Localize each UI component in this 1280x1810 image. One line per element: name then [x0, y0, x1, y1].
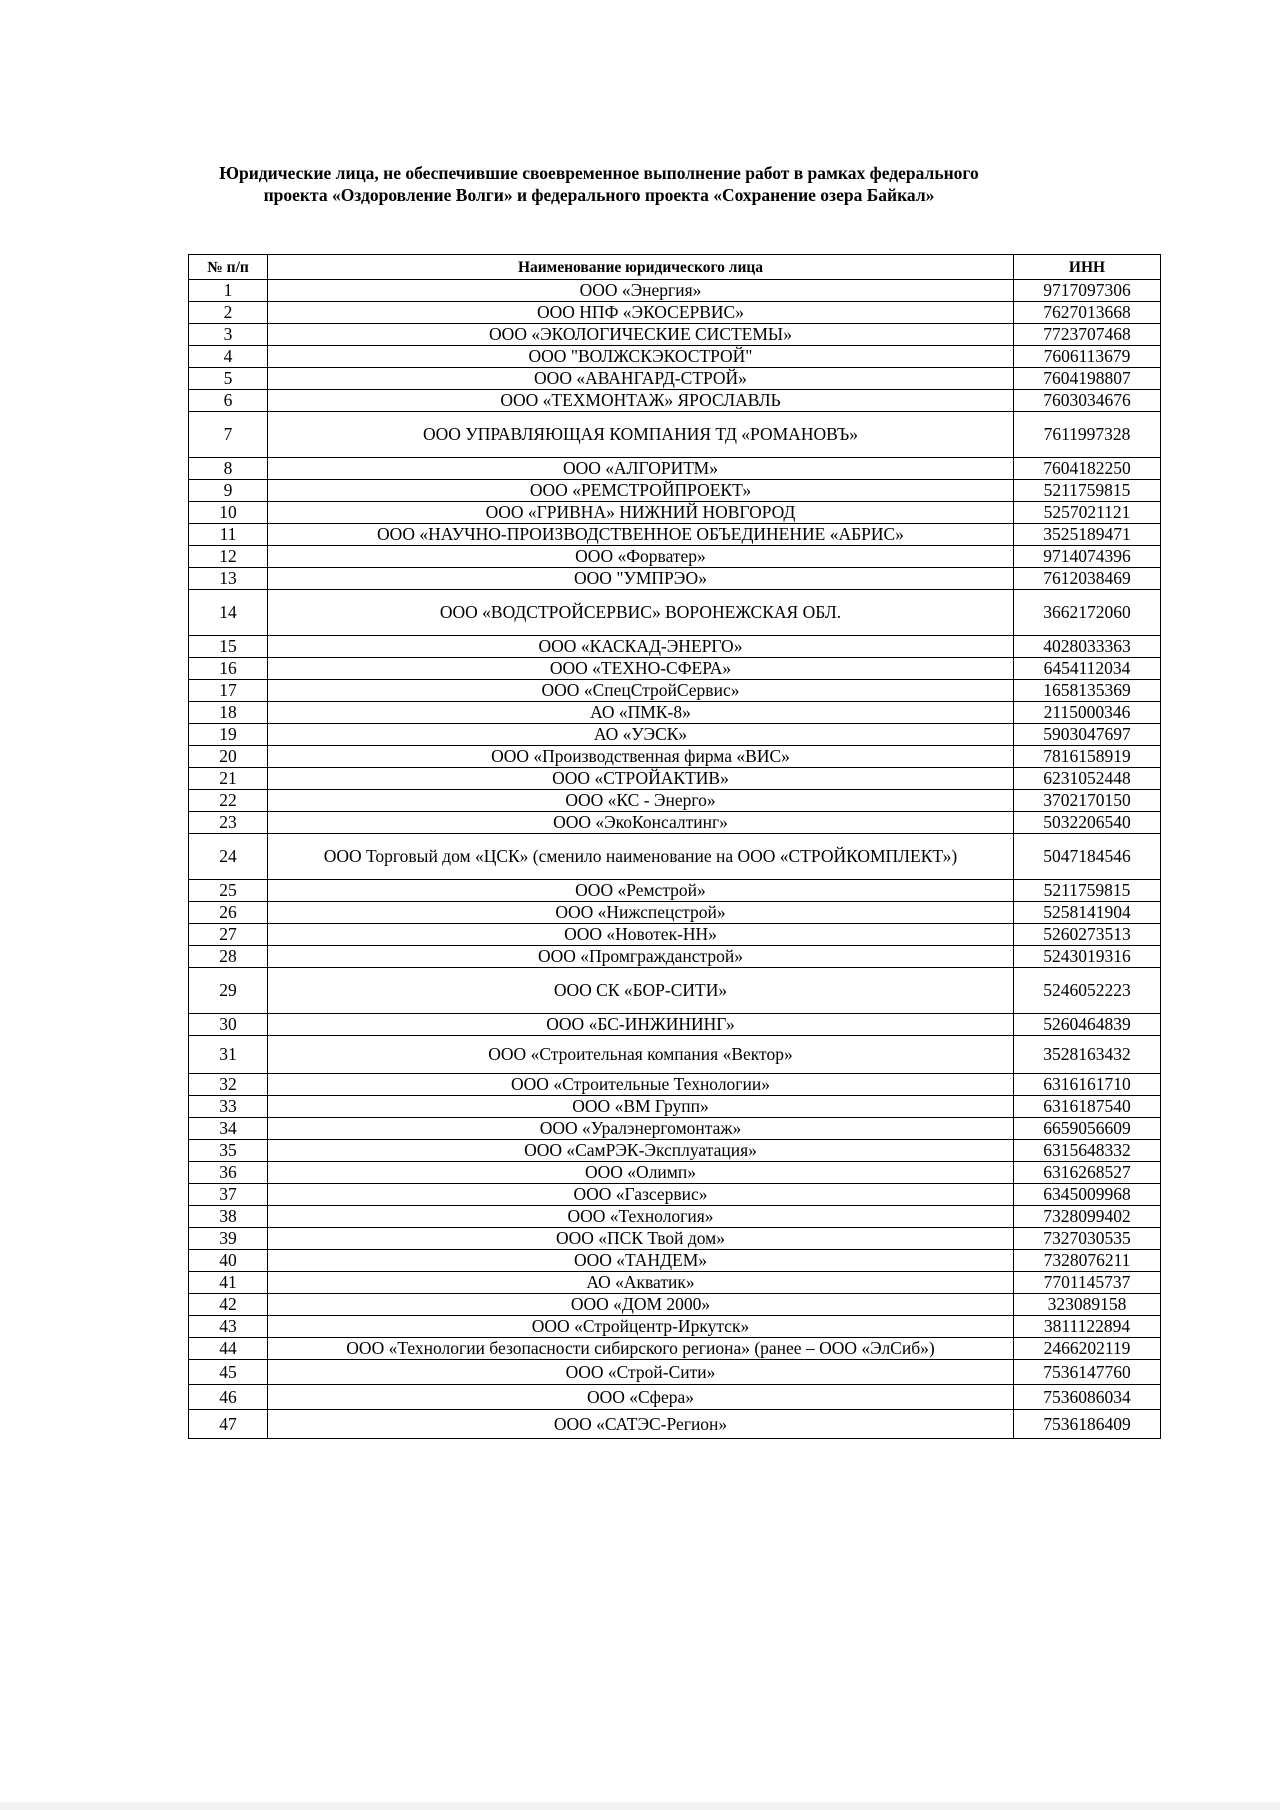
row-entity-name: ООО "ВОЛЖСКЭКОСТРОЙ"	[268, 346, 1014, 368]
row-number: 17	[189, 680, 268, 702]
row-entity-name: ООО «Технология»	[268, 1206, 1014, 1228]
row-inn: 7627013668	[1014, 302, 1161, 324]
table-row	[189, 1140, 1161, 1162]
table-row	[189, 902, 1161, 924]
row-entity-name: ООО УПРАВЛЯЮЩАЯ КОМПАНИЯ ТД «РОМАНОВЪ»	[268, 412, 1014, 458]
row-entity-name: ООО "УМПРЭО»	[268, 568, 1014, 590]
row-entity-name: ООО «Производственная фирма «ВИС»	[268, 746, 1014, 768]
legal-entities-table	[188, 254, 1161, 1439]
row-entity-name: ООО «ТАНДЕМ»	[268, 1250, 1014, 1272]
row-entity-name: ООО «АЛГОРИТМ»	[268, 458, 1014, 480]
row-number: 6	[189, 390, 268, 412]
row-inn: 6659056609	[1014, 1118, 1161, 1140]
row-number: 22	[189, 790, 268, 812]
row-inn: 7723707468	[1014, 324, 1161, 346]
row-entity-name: ООО Торговый дом «ЦСК» (сменило наименование на ООО «СТРОЙКОМПЛЕКТ»)	[268, 834, 1014, 880]
table-row	[189, 880, 1161, 902]
row-number: 31	[189, 1036, 268, 1074]
row-inn: 7536147760	[1014, 1360, 1161, 1385]
row-inn: 5211759815	[1014, 480, 1161, 502]
row-inn: 3662172060	[1014, 590, 1161, 636]
table-row	[189, 390, 1161, 412]
table-row	[189, 368, 1161, 390]
row-inn: 7816158919	[1014, 746, 1161, 768]
row-number: 8	[189, 458, 268, 480]
row-number: 45	[189, 1360, 268, 1385]
row-entity-name: ООО «АВАНГАРД-СТРОЙ»	[268, 368, 1014, 390]
row-inn: 7701145737	[1014, 1272, 1161, 1294]
row-inn: 7536186409	[1014, 1410, 1161, 1439]
row-inn: 3702170150	[1014, 790, 1161, 812]
table-row	[189, 1206, 1161, 1228]
row-inn: 9714074396	[1014, 546, 1161, 568]
row-inn: 5260273513	[1014, 924, 1161, 946]
row-inn: 7606113679	[1014, 346, 1161, 368]
table-row	[189, 1272, 1161, 1294]
row-inn: 1658135369	[1014, 680, 1161, 702]
row-number: 23	[189, 812, 268, 834]
row-number: 32	[189, 1074, 268, 1096]
table-row	[189, 1036, 1161, 1074]
row-entity-name: ООО «ЭкоКонсалтинг»	[268, 812, 1014, 834]
table-row	[189, 590, 1161, 636]
row-number: 33	[189, 1096, 268, 1118]
row-inn: 7611997328	[1014, 412, 1161, 458]
row-number: 15	[189, 636, 268, 658]
row-entity-name: ООО «ВОДСТРОЙСЕРВИС» ВОРОНЕЖСКАЯ ОБЛ.	[268, 590, 1014, 636]
row-number: 16	[189, 658, 268, 680]
row-entity-name: АО «ПМК-8»	[268, 702, 1014, 724]
row-entity-name: ООО «Ремстрой»	[268, 880, 1014, 902]
table-row	[189, 790, 1161, 812]
row-inn: 4028033363	[1014, 636, 1161, 658]
table-row	[189, 324, 1161, 346]
row-inn: 323089158	[1014, 1294, 1161, 1316]
row-inn: 7612038469	[1014, 568, 1161, 590]
row-inn: 6231052448	[1014, 768, 1161, 790]
page-bottom-edge	[0, 1802, 1280, 1810]
table-row	[189, 1184, 1161, 1206]
table-row	[189, 702, 1161, 724]
row-number: 21	[189, 768, 268, 790]
row-entity-name: ООО «РЕМСТРОЙПРОЕКТ»	[268, 480, 1014, 502]
table-row	[189, 1360, 1161, 1385]
row-inn: 6316268527	[1014, 1162, 1161, 1184]
row-inn: 5032206540	[1014, 812, 1161, 834]
row-inn: 2115000346	[1014, 702, 1161, 724]
row-inn: 5260464839	[1014, 1014, 1161, 1036]
row-number: 5	[189, 368, 268, 390]
header-number: № п/п	[189, 255, 268, 280]
row-entity-name: ООО «ВМ Групп»	[268, 1096, 1014, 1118]
row-entity-name: ООО «ТЕХНО-СФЕРА»	[268, 658, 1014, 680]
table-body	[189, 280, 1161, 1439]
table-header-row	[189, 255, 1161, 280]
row-entity-name: АО «УЭСК»	[268, 724, 1014, 746]
row-number: 39	[189, 1228, 268, 1250]
row-number: 36	[189, 1162, 268, 1184]
row-entity-name: ООО «НАУЧНО-ПРОИЗВОДСТВЕННОЕ ОБЪЕДИНЕНИЕ «АБРИС»	[268, 524, 1014, 546]
row-entity-name: ООО «Строительные Технологии»	[268, 1074, 1014, 1096]
row-number: 35	[189, 1140, 268, 1162]
row-number: 34	[189, 1118, 268, 1140]
row-number: 42	[189, 1294, 268, 1316]
row-number: 19	[189, 724, 268, 746]
row-inn: 7536086034	[1014, 1385, 1161, 1410]
row-number: 40	[189, 1250, 268, 1272]
row-number: 12	[189, 546, 268, 568]
table-row	[189, 412, 1161, 458]
table-row	[189, 636, 1161, 658]
row-inn: 7603034676	[1014, 390, 1161, 412]
table-row	[189, 502, 1161, 524]
row-number: 47	[189, 1410, 268, 1439]
row-entity-name: ООО «Стройцентр-Иркутск»	[268, 1316, 1014, 1338]
row-number: 41	[189, 1272, 268, 1294]
row-entity-name: ООО «КАСКАД-ЭНЕРГО»	[268, 636, 1014, 658]
row-entity-name: ООО «Газсервис»	[268, 1184, 1014, 1206]
row-inn: 7604198807	[1014, 368, 1161, 390]
row-inn: 3525189471	[1014, 524, 1161, 546]
row-number: 46	[189, 1385, 268, 1410]
row-inn: 7328099402	[1014, 1206, 1161, 1228]
row-inn: 6315648332	[1014, 1140, 1161, 1162]
table-row	[189, 968, 1161, 1014]
row-entity-name: ООО «Нижспецстрой»	[268, 902, 1014, 924]
table-row	[189, 746, 1161, 768]
row-number: 24	[189, 834, 268, 880]
row-number: 11	[189, 524, 268, 546]
table-row	[189, 546, 1161, 568]
row-inn: 3528163432	[1014, 1036, 1161, 1074]
row-entity-name: ООО «ТЕХМОНТАЖ» ЯРОСЛАВЛЬ	[268, 390, 1014, 412]
row-number: 3	[189, 324, 268, 346]
table-row	[189, 1014, 1161, 1036]
row-entity-name: ООО «СТРОЙАКТИВ»	[268, 768, 1014, 790]
table-row	[189, 1118, 1161, 1140]
row-number: 1	[189, 280, 268, 302]
row-inn: 7327030535	[1014, 1228, 1161, 1250]
row-number: 13	[189, 568, 268, 590]
table-row	[189, 346, 1161, 368]
row-number: 7	[189, 412, 268, 458]
row-inn: 5257021121	[1014, 502, 1161, 524]
table-row	[189, 658, 1161, 680]
row-number: 30	[189, 1014, 268, 1036]
row-inn: 6454112034	[1014, 658, 1161, 680]
row-entity-name: ООО «Олимп»	[268, 1162, 1014, 1184]
header-name: Наименование юридического лица	[268, 255, 1014, 280]
row-number: 14	[189, 590, 268, 636]
row-number: 37	[189, 1184, 268, 1206]
row-entity-name: ООО «Уралэнергомонтаж»	[268, 1118, 1014, 1140]
header-inn: ИНН	[1014, 255, 1161, 280]
row-inn: 5047184546	[1014, 834, 1161, 880]
row-number: 4	[189, 346, 268, 368]
table-row	[189, 1096, 1161, 1118]
row-entity-name: ООО «Строительная компания «Вектор»	[268, 1036, 1014, 1074]
table-row	[189, 812, 1161, 834]
row-entity-name: ООО «Форватер»	[268, 546, 1014, 568]
row-number: 25	[189, 880, 268, 902]
row-number: 20	[189, 746, 268, 768]
row-entity-name: ООО «Промгражданстрой»	[268, 946, 1014, 968]
table-row	[189, 1410, 1161, 1439]
table-row	[189, 1074, 1161, 1096]
table-row	[189, 524, 1161, 546]
row-number: 2	[189, 302, 268, 324]
row-number: 9	[189, 480, 268, 502]
row-inn: 2466202119	[1014, 1338, 1161, 1360]
table-row	[189, 458, 1161, 480]
table-row	[189, 302, 1161, 324]
row-entity-name: ООО «КС - Энерго»	[268, 790, 1014, 812]
row-number: 28	[189, 946, 268, 968]
row-entity-name: ООО «ГРИВНА» НИЖНИЙ НОВГОРОД	[268, 502, 1014, 524]
row-entity-name: ООО «СамРЭК-Эксплуатация»	[268, 1140, 1014, 1162]
row-number: 27	[189, 924, 268, 946]
row-inn: 3811122894	[1014, 1316, 1161, 1338]
table-row	[189, 1162, 1161, 1184]
table-row	[189, 1385, 1161, 1410]
table-row	[189, 1338, 1161, 1360]
row-inn: 7328076211	[1014, 1250, 1161, 1272]
row-entity-name: АО «Акватик»	[268, 1272, 1014, 1294]
table-row	[189, 280, 1161, 302]
row-entity-name: ООО «ДОМ 2000»	[268, 1294, 1014, 1316]
row-entity-name: ООО «ЭКОЛОГИЧЕСКИЕ СИСТЕМЫ»	[268, 324, 1014, 346]
row-inn: 5258141904	[1014, 902, 1161, 924]
row-number: 29	[189, 968, 268, 1014]
row-number: 10	[189, 502, 268, 524]
table-row	[189, 1316, 1161, 1338]
row-entity-name: ООО «Новотек-НН»	[268, 924, 1014, 946]
row-entity-name: ООО «Строй-Сити»	[268, 1360, 1014, 1385]
row-inn: 7604182250	[1014, 458, 1161, 480]
row-number: 26	[189, 902, 268, 924]
row-entity-name: ООО НПФ «ЭКОСЕРВИС»	[268, 302, 1014, 324]
row-number: 43	[189, 1316, 268, 1338]
row-inn: 5903047697	[1014, 724, 1161, 746]
row-inn: 6316187540	[1014, 1096, 1161, 1118]
table-row	[189, 724, 1161, 746]
row-inn: 6316161710	[1014, 1074, 1161, 1096]
row-inn: 5243019316	[1014, 946, 1161, 968]
row-entity-name: ООО «Сфера»	[268, 1385, 1014, 1410]
row-entity-name: ООО СК «БОР-СИТИ»	[268, 968, 1014, 1014]
table-row	[189, 480, 1161, 502]
row-number: 18	[189, 702, 268, 724]
table-row	[189, 1294, 1161, 1316]
table-row	[189, 1228, 1161, 1250]
table-row	[189, 946, 1161, 968]
table-row	[189, 680, 1161, 702]
row-inn: 5246052223	[1014, 968, 1161, 1014]
table-row	[189, 768, 1161, 790]
row-inn: 5211759815	[1014, 880, 1161, 902]
row-entity-name: ООО «БС-ИНЖИНИНГ»	[268, 1014, 1014, 1036]
row-inn: 9717097306	[1014, 280, 1161, 302]
document-title: Юридические лица, не обеспечившие своевременное выполнение работ в рамках федерального проекта «Оздоровление Волги» и федерального проекта «Сохранение озера Байкал»	[219, 163, 979, 205]
table-row	[189, 834, 1161, 880]
row-entity-name: ООО «ПСК Твой дом»	[268, 1228, 1014, 1250]
table-row	[189, 1250, 1161, 1272]
row-entity-name: ООО «Технологии безопасности сибирского региона» (ранее – ООО «ЭлСиб»)	[268, 1338, 1014, 1360]
row-entity-name: ООО «Энергия»	[268, 280, 1014, 302]
table-row	[189, 568, 1161, 590]
row-number: 38	[189, 1206, 268, 1228]
row-number: 44	[189, 1338, 268, 1360]
table-row	[189, 924, 1161, 946]
row-entity-name: ООО «САТЭС-Регион»	[268, 1410, 1014, 1439]
row-inn: 6345009968	[1014, 1184, 1161, 1206]
row-entity-name: ООО «СпецСтройСервис»	[268, 680, 1014, 702]
